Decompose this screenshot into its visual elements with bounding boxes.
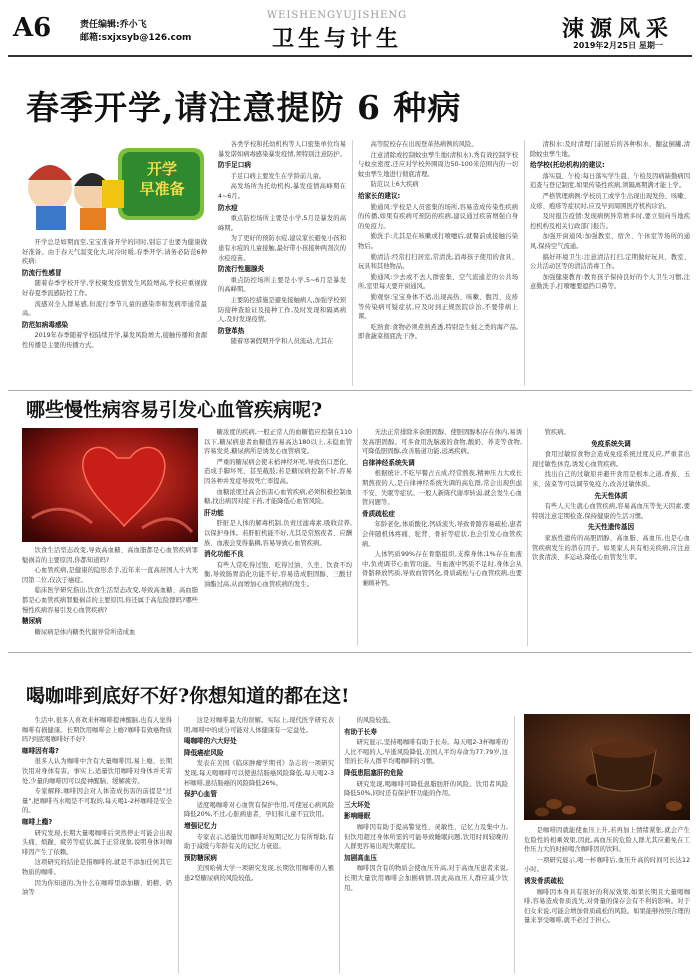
paragraph: 食用过敏原食物会造成免疫系统过度反应,严重者出现过敏性休克,诱发心血管疾病。 bbox=[532, 451, 690, 468]
paragraph: 专家解释,咖啡因会对人体造成伤害的前提是"过量",把咖啡当水喝是不可取的,每天喝1-2杯咖啡是安全的。 bbox=[22, 788, 172, 815]
paragraph: 美国哈佛大学一项研究发现,长期饮用咖啡的人罹患2型糖尿病的风险较低。 bbox=[184, 865, 334, 882]
subheading: 糖尿病 bbox=[22, 617, 42, 626]
subheading: 先天性遗传基因 bbox=[587, 523, 635, 532]
editor-label: 责任编辑:乔小飞 bbox=[80, 20, 147, 30]
paragraph: 重点防控场所主要是小学,5~6月是暴发的高峰期。 bbox=[218, 276, 346, 294]
paragraph: 勤通风:学校是人员密集的场所,容易造成传染性疾病的传播,如果有疾病可预防的疾病,建议通过疾苗增强自身的免疫力。 bbox=[358, 203, 518, 230]
paragraph: 饮食生活型态改变,导致高血糖、高血脂都是心血管疾病罪魁祸首的主要原因,你都知道吗? bbox=[22, 547, 198, 564]
paragraph: 落实晨、午检:每日落实学生晨、午检及因病缺勤病因追查与登记制度,如果传染性疾病,须隔离期满才能上学。 bbox=[530, 172, 690, 190]
paragraph: 严格管理病例:学校员工或学生出现出现发热、咳嗽、皮疹、疱疹等症状时,应及早到周围医疗机构诊治。 bbox=[530, 192, 690, 210]
paragraph: 勤通风:少去或不去人群密集、空气流通差的公共场所,室里每天要开窗通风。 bbox=[358, 273, 518, 291]
heart-photo bbox=[22, 428, 198, 542]
subheading: 骨质疏松症 bbox=[362, 509, 395, 518]
subheading: 增强记忆力 bbox=[184, 821, 217, 830]
paragraph: 糖浓度的疾病,一般正常人的血糖值应控制在110以下,糖尿病患者血糖值容易高达180以上,未稳血管容易发炎,糖尿病所是诱发心血管病变。 bbox=[204, 429, 352, 456]
subheading: 消化功能不良 bbox=[204, 550, 244, 559]
paragraph: 这项研究的结论是指咖啡的,就是不添加任何其它物质的咖啡。 bbox=[22, 859, 172, 876]
page-header bbox=[0, 0, 700, 60]
paragraph: 随着寒暑假期开学和人员流动,尤其在 bbox=[230, 338, 334, 346]
paragraph: 随着春季学校开学,学校聚发疫情发生风险增高,学校应重视做好春夏季流感防控工作。 bbox=[22, 280, 207, 297]
article2-caption-col bbox=[22, 546, 198, 646]
paragraph: 注意清除或控制蚊虫孳生地(清积水),秀有效控制学校与蚊虫密度,还应对学校外围周边50-100米范围内的一切蚊虫孳生地进行彻底清理。 bbox=[358, 151, 518, 178]
article3-col1 bbox=[22, 716, 172, 974]
article1-headline: 春季开学,请注意提防 6 种病 bbox=[26, 88, 462, 127]
subheading: 肝功能 bbox=[204, 508, 224, 517]
col-divider bbox=[527, 428, 528, 646]
paragraph: 家族性遗传的高胆固醇、高血脂、高血压,也是心血管疾病发生的潜在因子。如果家人具有相关疾病,应注意饮食清淡、多运动,降低心血管发生率。 bbox=[532, 534, 690, 562]
paragraph: 开学总是如期而至,宝宝准备开学的同时,别忘了也要为健康做好准备。由于春天气温变化大,时冷时暖,春季开学,请务必防范6种疾病: bbox=[22, 239, 207, 266]
paragraph: 年龄老化,体质酸化,钙质流失,导致骨骼容易疏松,患者会伴随机体疼痛、驼背、骨折等症状,也会引发心血管疾病。 bbox=[362, 521, 522, 548]
subheading: 防手足口病 bbox=[218, 161, 251, 170]
paragraph: 勤清洁:经常打扫居室,常清洗,消毒孩子使用的食具、玩具和其他物品。 bbox=[358, 253, 518, 271]
col-divider bbox=[339, 716, 340, 974]
paragraph: 流感对全人群易感,但流行季节儿童的感染率和发病率通常最高。 bbox=[22, 300, 207, 318]
paragraph: 主要防控措施是避免接触病人,加强学校预防接种查验证及接种工作,及时发现和隔离病人,及时发现疫情。 bbox=[218, 296, 346, 324]
paragraph: 勤洗手:尤其是在咳嗽或打喷嚏后,就餐前或接触污染物后。 bbox=[358, 233, 518, 250]
paragraph: 因为你知道的,为什么在咖啡里添加糖、奶精、奶油等 bbox=[22, 879, 172, 897]
paragraph: 2019年春季随着学校陆续开学,暴发风险增大,接触传播和食源性传播是主要的传播方式。 bbox=[22, 332, 207, 349]
paragraph: 高等院校存在出现登革热病例的风险。 bbox=[370, 141, 478, 148]
paragraph: 一项研究显示,喝一杯咖啡后,血压升高的时间可长达12小时。 bbox=[524, 856, 690, 874]
paragraph: 重点防控场所主要是小学,5月是暴发的高峰期。 bbox=[218, 215, 346, 232]
article2-col3 bbox=[532, 428, 690, 646]
paragraph: 临床医学研究指出,饮食生活型态改变,导致高血糖、高血脂都是心血管疾病罪魁祸首的主要原因,你还属于高危险群吗?哪些慢性疾病容易引发心血管疾病? bbox=[22, 587, 198, 614]
paragraph: 心血管疾病,是健康的隐形杀手,近年来一直高居国人十大死因第二位,仅次于癌症。 bbox=[22, 567, 198, 584]
badge-line2: 早准备 bbox=[139, 180, 185, 198]
article3-headline: 喝咖啡到底好不好?你想知道的都在这! bbox=[26, 685, 350, 707]
section-divider bbox=[8, 652, 692, 653]
col-divider bbox=[178, 716, 179, 974]
paragraph: 找出自己的过敏原并避开食用是根本之道,香蕉、玉米、菠菜等可以调节免疫力,改善过敏体质。 bbox=[532, 471, 690, 488]
email-label: 邮箱:sxjxsyb@126.com bbox=[80, 33, 192, 43]
paragraph: 这是对咖啡最大的误解。实际上,现代医学研究表明,咖啡中的成分可能对人体健康有一定益处。 bbox=[184, 717, 334, 734]
subheading: 防范如病毒感染 bbox=[22, 320, 69, 329]
paragraph: 适度喝咖啡对心血管有保护作用,可使冠心病风险降低20%,不过,心脏病患者、孕妇和儿童不宜饮用。 bbox=[184, 801, 334, 819]
newspaper-name: 涑源风采 bbox=[561, 16, 674, 42]
subheading: 降低患阻塞肝的危险 bbox=[344, 768, 404, 777]
section-pinyin: WEISHENGYUJISHENG bbox=[266, 10, 408, 21]
subheading: 有助于长寿 bbox=[344, 727, 377, 736]
article1-col1 bbox=[22, 238, 207, 386]
article3-col3 bbox=[344, 716, 508, 974]
article3-col2 bbox=[184, 716, 334, 974]
paragraph: 肝脏是人体的解毒机制,负责过滤毒素,吸收营养,以保护身体。若肝脏机能不好,尤其是常熬夜者、应酬族、血液会变得黏稠,容易导致心血管疾病。 bbox=[204, 520, 352, 547]
paragraph: 手足口病主要发生在学龄前儿童。 bbox=[230, 172, 326, 180]
paragraph: 管疾病。 bbox=[544, 429, 570, 436]
paragraph: 加强健康教育:教育孩子保持良好的个人卫生习惯,注意勤洗手,打喷嚏要遮挡口鼻等。 bbox=[530, 273, 690, 291]
paragraph: 咖啡因含有的物质会使血压升高,对于高血压患者来说,长期大量饮用咖啡会加剧病情,因此高血压人群应减少饮用。 bbox=[344, 865, 508, 892]
paragraph: 各类学校和托幼机构等人口密集单位均易暴发诺如病毒感染暴发疫情,须特别注意防护。 bbox=[218, 141, 346, 158]
paragraph: 糖尿病是体内糖类代谢异常所造成血 bbox=[34, 628, 136, 636]
paragraph: 为了更好的预防水痘,建议家长避免小孩和患有水痘的儿童接触,最好带小孩接种两剂次的水痘疫苗。 bbox=[218, 235, 346, 262]
paragraph: 很多人认为咖啡中含有大量咖啡因,易上瘾、长期饮用对身体有害。事实上,适量饮用咖啡对身体并无害处,少量的咖啡因可以提神醒脑、缓解疲劳。 bbox=[22, 758, 172, 785]
subheading: 防登革热 bbox=[218, 326, 245, 335]
subheading: 降低癌症风险 bbox=[184, 748, 224, 757]
subheading: 先天性体质 bbox=[594, 491, 628, 500]
paragraph: 吃熟食:食物必须煮熟煮透,特别是生蚝之类的海产品,即食蔬菜彻底洗干净。 bbox=[358, 323, 518, 341]
paragraph: 及时报告疫情:发现病例异常增多时,要立刻向当地疾控机构及相关行政部门报告。 bbox=[530, 213, 690, 230]
badge-line1: 开学 bbox=[146, 160, 177, 178]
subheading: 咖啡上瘾? bbox=[22, 817, 53, 826]
article2-col2 bbox=[362, 428, 522, 646]
article1-col3 bbox=[358, 140, 518, 386]
article1-col2 bbox=[218, 140, 346, 386]
header-divider bbox=[8, 55, 692, 57]
paragraph: 研究显示,坚持喝咖啡有助于长寿。每天喝2-3杯咖啡的人比不喝的人,早逝风险降低,美国人平均寿命为77.79岁,这里的长寿人群平均喝咖啡的习惯。 bbox=[344, 739, 508, 766]
paragraph: 防范以上6大疾病 bbox=[370, 181, 419, 189]
paragraph: 专家表示,适量饮用咖啡对短期记忆力有所帮助,有助于减缓与年龄有关的记忆力衰退。 bbox=[184, 833, 334, 851]
paragraph: 咖啡因本身具有很好的利尿效果,如果长期且大量喝咖啡,容易造成骨质流失,对骨量的保存会有不利的影响。对于妇女来说,可能会增加骨质疏松的风险。如果能够按照合理的量来享受咖啡,就不必过于担心。 bbox=[524, 888, 690, 925]
paragraph: 严重的糖尿病会使末梢神经坏死,导致伤口恶化、造成手脚坏死、甚至截肢;若是糖尿病控制不好,容易因各种并发症导致死亡率提高。 bbox=[204, 458, 352, 485]
subheading: 影响睡眠 bbox=[344, 812, 371, 821]
subheading: 诱发骨质疏松 bbox=[524, 876, 564, 885]
paragraph: 是咖啡因就能使血压上升,若再加上情绪紧张,就会产生危险性的相乘效果,因此,高血压的危险人群尤其应避免在工作压力大的时候喝含咖啡因的饮料。 bbox=[524, 827, 690, 854]
col-divider bbox=[357, 428, 358, 646]
article2-headline: 哪些慢性病容易引发心血管疾病呢? bbox=[26, 399, 323, 421]
paragraph: 无法正常排除多余胆固醇、使胆固醇积存在体内,易诱发高胆固醇。可多食用洗脑液的食物,酸奶、荞麦等食物,可降低胆固醇,改善肠道功能,远离疾病。 bbox=[362, 429, 522, 456]
article3-col4 bbox=[524, 826, 690, 974]
paragraph: 研究发现,长期大量喝咖啡后突然停止可能会出现头痛、烦躁、疲劳等症状,属于正常现象,说明身体对咖啡因产生了依赖。 bbox=[22, 829, 172, 856]
issue-date: 2019年2月25日 星期一 bbox=[573, 41, 663, 50]
paragraph: 人体钙质99%存在骨骼组织,支撑身体;1%存在血液中,负责调节心血管功能。当血液中钙质不足时,身体会从骨骼释放钙质,导致血管钙化,骨质疏松与心血管疾病,也要兼顾补钙。 bbox=[362, 551, 522, 587]
subheading: 加剧高血压 bbox=[344, 853, 377, 862]
paragraph: 高发场所为托幼机构,暴发疫情高峰期在4~6月。 bbox=[218, 183, 346, 200]
subheading: 免疫系统失调 bbox=[591, 439, 631, 448]
paragraph: 的风险较低。 bbox=[356, 717, 395, 724]
col-divider bbox=[352, 140, 353, 386]
section-title: 卫生与计生 bbox=[271, 26, 402, 52]
paragraph: 根据统计,不吃早餐占五成,经常熬夜,精神压力大或长期熬夜的人,是自律神经系统失调的高危群,常会出现焦虑不安、失眠等症状。一般人新陈代谢率转弱,就会发生心血管问题等。 bbox=[362, 470, 522, 507]
subheading: 保护心血管 bbox=[184, 790, 217, 799]
subheading: 咖啡因有毒? bbox=[22, 746, 59, 755]
paragraph: 清积水:及时清理门前屋后的各种积水、翻盆倒罐,清除蚊虫孳生地。 bbox=[530, 141, 690, 158]
subheading: 防流行性感冒 bbox=[22, 268, 62, 277]
paragraph: 血糖浓度过高会伤害心血管疾病,必须积极控制血糖,找出病因对症下药,才能降低心血管风险。 bbox=[204, 488, 352, 506]
article1-col4 bbox=[530, 140, 690, 386]
subheading: 防流行性腮腺炎 bbox=[218, 265, 265, 274]
paragraph: 搞好环境卫生:注意清洁打扫,定期做好玩具、教室、公共活动区等的清洁消毒工作。 bbox=[530, 253, 690, 271]
paragraph: 加强开窗通风:加强教室、宿舍、午休室等场所的通风,保持空气流通。 bbox=[530, 233, 690, 250]
back-to-school-illustration bbox=[22, 140, 207, 232]
paragraph: 发表在美国《临床肿瘤学期刊》杂志的一项研究发现,每天喝咖啡可以使患结肠癌风险降低,每天喝2-3杯咖啡,患结肠癌的风险降低26%。 bbox=[184, 760, 334, 787]
col-divider bbox=[514, 716, 515, 974]
col-divider bbox=[524, 140, 525, 386]
subheading: 给家长的建议: bbox=[358, 191, 401, 200]
paragraph: 生活中,很多人喜欢来杯咖啡提神醒脑,也有人觉得咖啡有损健康。长期饮用咖啡会上瘾?咖啡有致癌物质吗?到底喝咖啡好不好? bbox=[22, 717, 172, 744]
paragraph: 有些人天生就心血管疾病,容易高血压等先天因素,要特别注意定期检查,保持健康的生活习惯。 bbox=[532, 503, 690, 520]
article2-col1 bbox=[204, 428, 352, 646]
paragraph: 研究发现,喝咖啡可降低患脂肪肝的风险。饮用者风险降低50%,同时还有保护肝功能的作用。 bbox=[344, 780, 508, 798]
coffee-photo bbox=[524, 714, 690, 820]
subheading: 预防糖尿病 bbox=[184, 853, 217, 862]
section-divider bbox=[8, 390, 692, 391]
page-number: A6 bbox=[13, 13, 52, 43]
subheading: 三大坏处 bbox=[344, 800, 371, 809]
subheading: 喝咖啡的六大好处 bbox=[184, 737, 237, 746]
subheading: 防水痘 bbox=[218, 203, 238, 212]
paragraph: 咖啡因有助于提高警觉性、灵敏性、记忆力及集中力,但饮用超过身体所需的可能导致睡眠问题,饮用时间较晚的人群更容易出现失眠症状。 bbox=[344, 823, 508, 851]
paragraph: 有些人常吃得过饱、吃得过油、久坐、饮食不均衡,导致肠胃消化功能不好,容易造成胆固醇、三酸甘油酯过高,从而增加心血管疾病的发生。 bbox=[204, 561, 352, 588]
subheading: 自律神经系统失调 bbox=[362, 458, 415, 467]
subheading: 给学校(托幼机构)的建议: bbox=[530, 161, 605, 170]
paragraph: 勤观察:宝宝身体不适,出现高热、咳嗽、腹泻、皮疹等传染病可疑症状,应及时到正规医院诊治,不要带病上课。 bbox=[358, 293, 518, 321]
